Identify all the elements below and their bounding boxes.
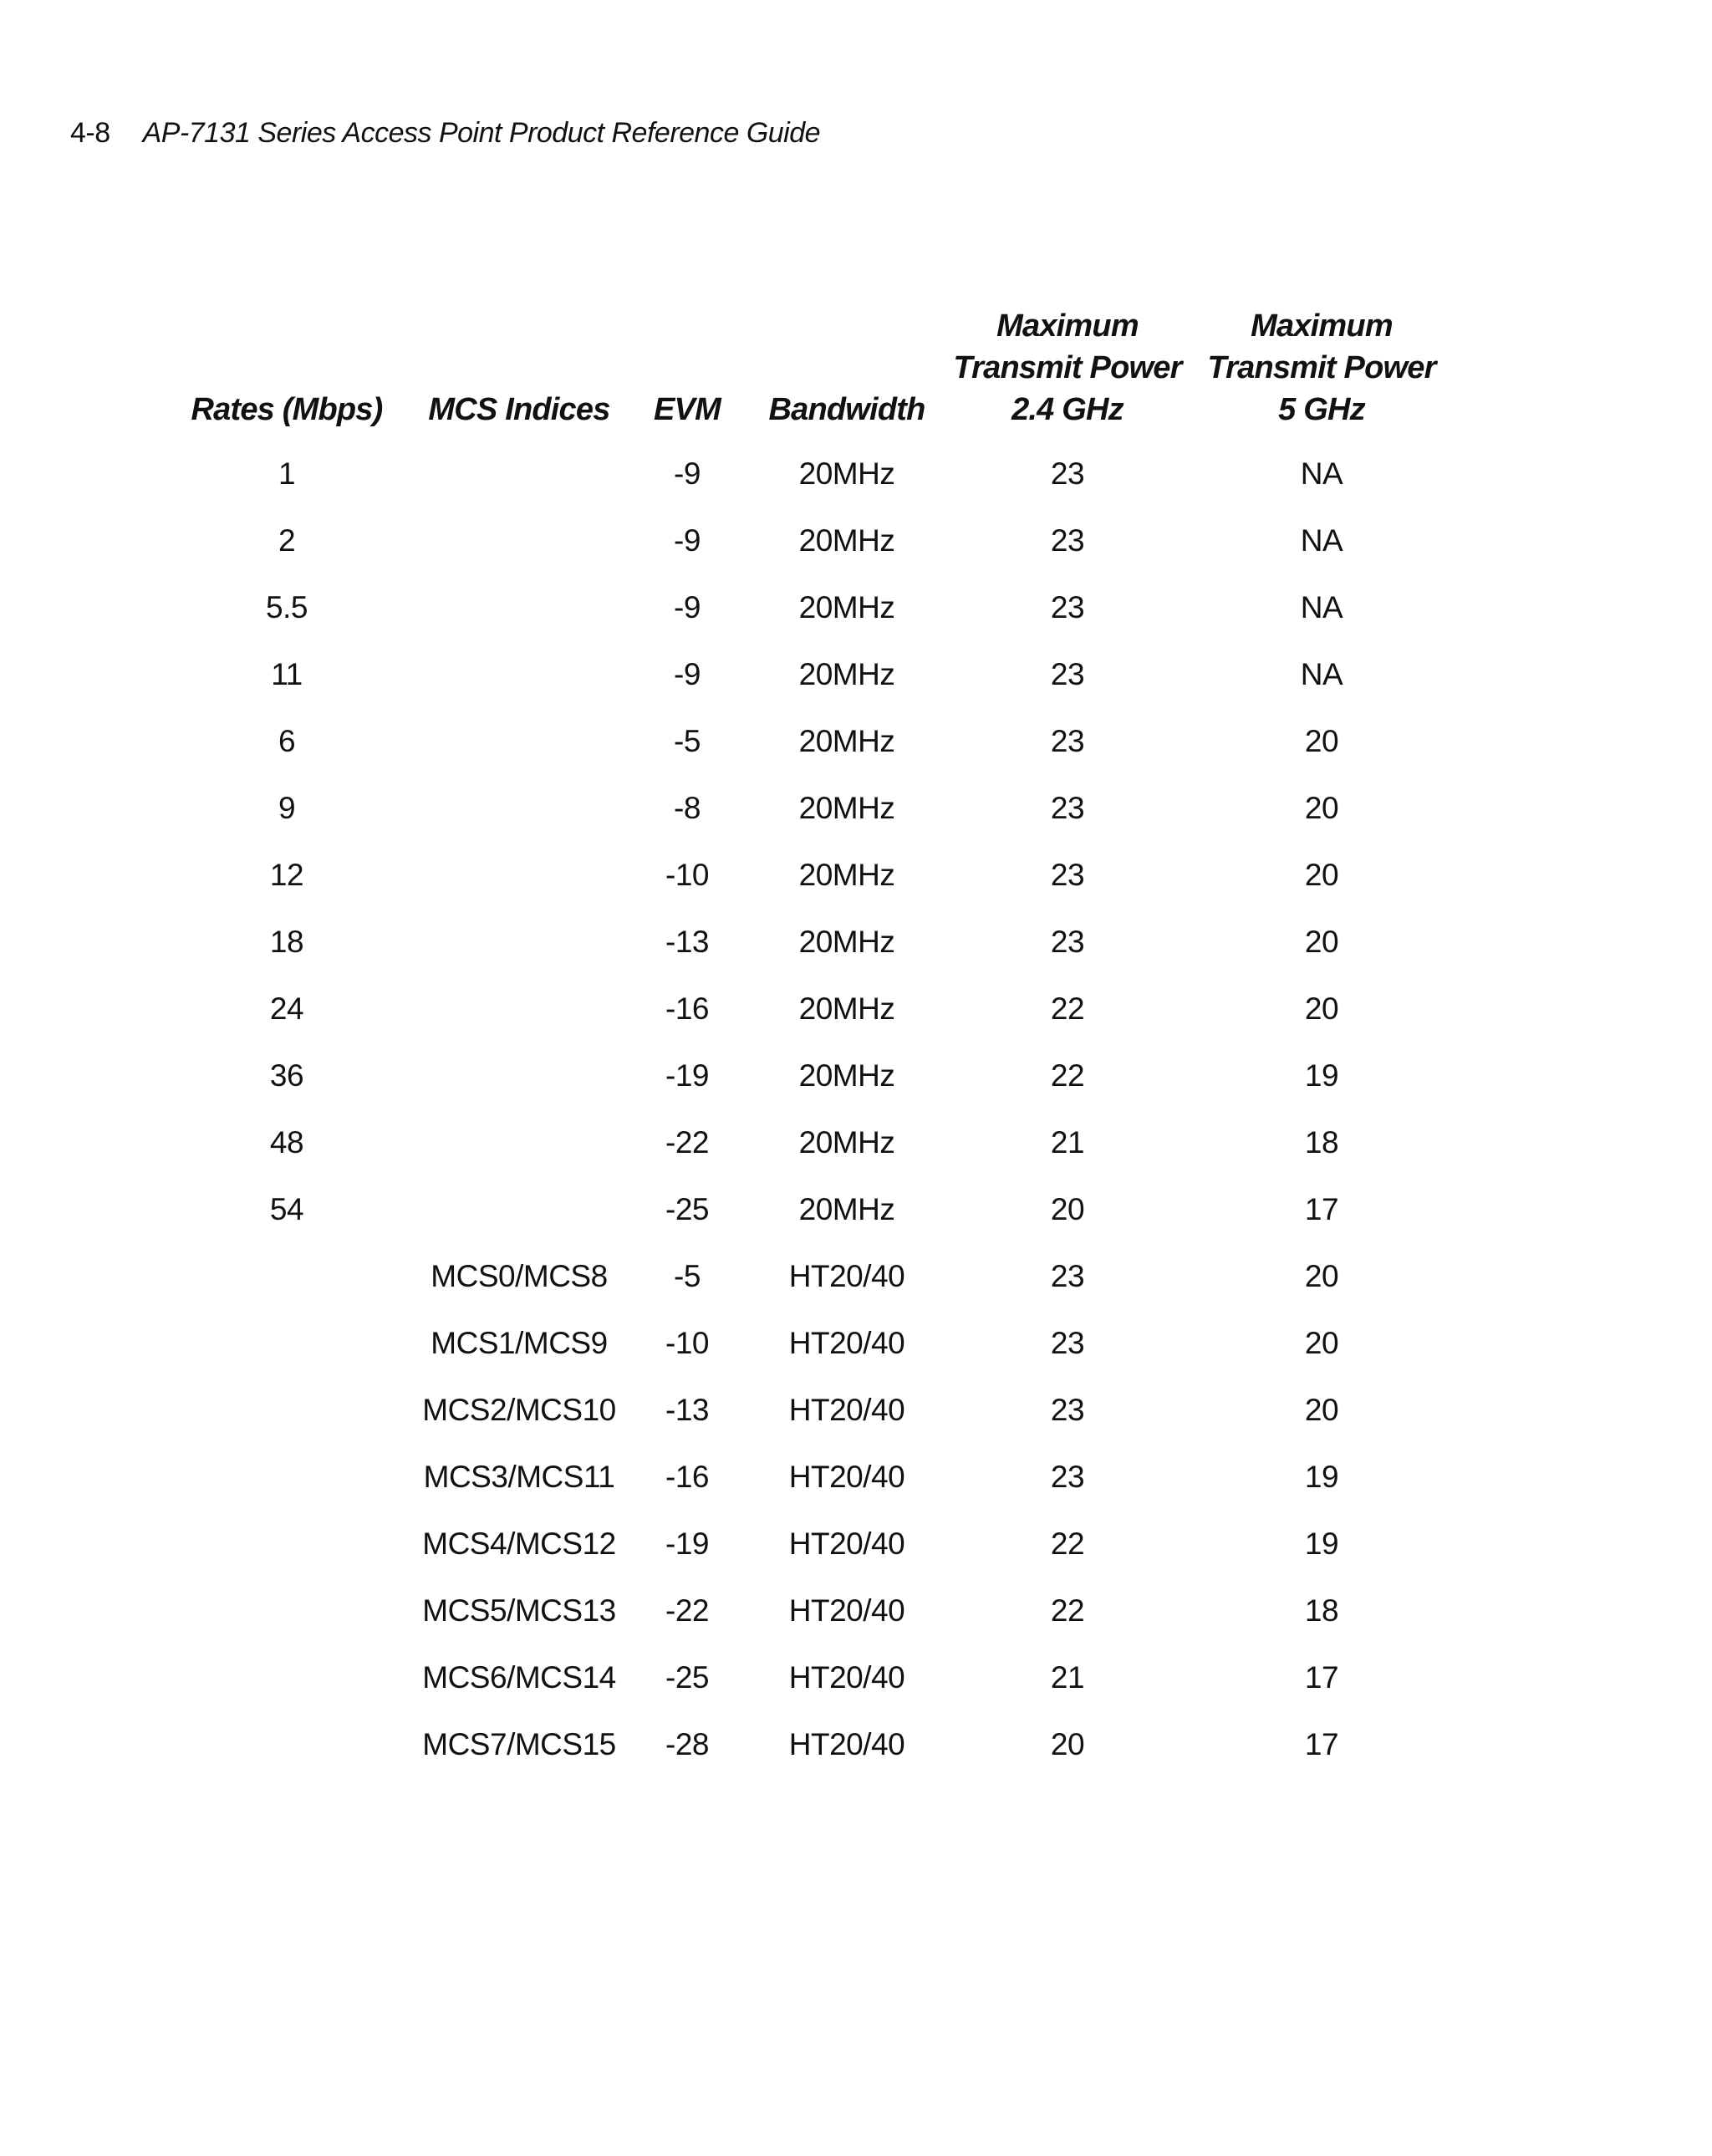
cell-power-5ghz: 20 bbox=[1304, 1393, 1339, 1427]
cell-bandwidth: 20MHz bbox=[798, 1125, 895, 1160]
cell-bandwidth: 20MHz bbox=[798, 657, 895, 691]
cell-evm: -25 bbox=[665, 1660, 709, 1695]
table-row bbox=[167, 1176, 1460, 1243]
cell-power-5ghz: 19 bbox=[1304, 1527, 1339, 1561]
cell-mcs: MCS3/MCS11 bbox=[423, 1460, 615, 1494]
cell-power-2-4ghz: 23 bbox=[1050, 1259, 1085, 1293]
table-row bbox=[167, 574, 1460, 641]
header-max-power-2-4ghz bbox=[951, 305, 1184, 441]
cell-rate: 2 bbox=[278, 523, 296, 558]
cell-evm: -19 bbox=[665, 1058, 709, 1093]
cell-power-2-4ghz: 20 bbox=[1050, 1727, 1085, 1761]
cell-mcs: MCS1/MCS9 bbox=[431, 1326, 608, 1360]
cell-mcs: MCS6/MCS14 bbox=[422, 1660, 616, 1695]
cell-power-5ghz: NA bbox=[1300, 523, 1343, 558]
cell-power-2-4ghz: 23 bbox=[1050, 724, 1085, 758]
cell-power-5ghz: NA bbox=[1300, 456, 1343, 491]
cell-power-5ghz: 20 bbox=[1304, 1259, 1339, 1293]
table-row bbox=[167, 708, 1460, 775]
cell-rate: 24 bbox=[269, 991, 304, 1026]
table-row bbox=[167, 1243, 1460, 1310]
cell-evm: -22 bbox=[665, 1593, 709, 1628]
header-mcs-indices: MCS Indices bbox=[428, 392, 610, 427]
cell-bandwidth: 20MHz bbox=[798, 1058, 895, 1093]
header-max-power-5ghz bbox=[1184, 305, 1460, 441]
cell-bandwidth: HT20/40 bbox=[788, 1326, 905, 1360]
cell-rate bbox=[167, 1711, 406, 1778]
cell-evm: -8 bbox=[674, 791, 701, 825]
cell-power-2-4ghz: 22 bbox=[1050, 1058, 1085, 1093]
cell-mcs bbox=[406, 909, 632, 976]
cell-power-2-4ghz: 23 bbox=[1050, 456, 1085, 491]
cell-mcs bbox=[406, 708, 632, 775]
cell-power-2-4ghz: 22 bbox=[1050, 1527, 1085, 1561]
page-number: 4-8 bbox=[70, 117, 110, 149]
cell-power-5ghz: 18 bbox=[1304, 1125, 1339, 1160]
cell-evm: -16 bbox=[665, 1460, 709, 1494]
cell-bandwidth: 20MHz bbox=[798, 1192, 895, 1226]
header-max-power-2-4ghz-line3: 2.4 GHz bbox=[1011, 392, 1124, 427]
cell-mcs bbox=[406, 1176, 632, 1243]
cell-rate: 1 bbox=[278, 456, 296, 491]
cell-power-5ghz: 20 bbox=[1304, 925, 1339, 959]
cell-rate bbox=[167, 1377, 406, 1444]
cell-bandwidth: HT20/40 bbox=[788, 1727, 905, 1761]
cell-power-5ghz: 17 bbox=[1304, 1660, 1339, 1695]
cell-power-2-4ghz: 23 bbox=[1050, 590, 1085, 624]
table-row bbox=[167, 842, 1460, 909]
cell-rate: 12 bbox=[269, 858, 304, 892]
cell-power-5ghz: NA bbox=[1300, 657, 1343, 691]
guide-title: AP-7131 Series Access Point Product Reference Guide bbox=[142, 117, 821, 149]
cell-rate: 9 bbox=[278, 791, 296, 825]
cell-power-2-4ghz: 23 bbox=[1050, 791, 1085, 825]
cell-power-5ghz: 18 bbox=[1304, 1593, 1339, 1628]
cell-bandwidth: 20MHz bbox=[798, 991, 895, 1026]
cell-power-5ghz: NA bbox=[1300, 590, 1343, 624]
cell-rate bbox=[167, 1511, 406, 1577]
cell-power-5ghz: 20 bbox=[1304, 858, 1339, 892]
header-rates: Rates (Mbps) bbox=[191, 392, 383, 427]
table-row bbox=[167, 976, 1460, 1042]
header-max-power-5ghz-line1: Maximum bbox=[1251, 308, 1393, 344]
cell-bandwidth: 20MHz bbox=[798, 858, 895, 892]
cell-power-2-4ghz: 22 bbox=[1050, 991, 1085, 1026]
table-row bbox=[167, 1644, 1460, 1711]
table-row bbox=[167, 1377, 1460, 1444]
cell-bandwidth: HT20/40 bbox=[788, 1660, 905, 1695]
table-row bbox=[167, 909, 1460, 976]
cell-rate: 11 bbox=[271, 657, 303, 691]
cell-evm: -5 bbox=[674, 724, 701, 758]
cell-rate bbox=[167, 1243, 406, 1310]
cell-power-2-4ghz: 23 bbox=[1050, 925, 1085, 959]
cell-power-5ghz: 20 bbox=[1304, 991, 1339, 1026]
table-row bbox=[167, 1444, 1460, 1511]
cell-bandwidth: 20MHz bbox=[798, 724, 895, 758]
cell-evm: -9 bbox=[674, 523, 701, 558]
cell-evm: -5 bbox=[674, 1259, 701, 1293]
cell-power-5ghz: 20 bbox=[1304, 724, 1339, 758]
cell-rate: 18 bbox=[269, 925, 304, 959]
cell-rate: 48 bbox=[269, 1125, 304, 1160]
cell-bandwidth: HT20/40 bbox=[788, 1393, 905, 1427]
cell-evm: -9 bbox=[674, 590, 701, 624]
cell-power-2-4ghz: 21 bbox=[1050, 1660, 1085, 1695]
table-row bbox=[167, 507, 1460, 574]
table-body bbox=[167, 441, 1460, 1778]
cell-power-2-4ghz: 23 bbox=[1050, 523, 1085, 558]
cell-power-5ghz: 17 bbox=[1304, 1192, 1339, 1226]
cell-mcs bbox=[406, 1042, 632, 1109]
cell-power-2-4ghz: 23 bbox=[1050, 1393, 1085, 1427]
cell-power-2-4ghz: 23 bbox=[1050, 858, 1085, 892]
cell-evm: -9 bbox=[674, 657, 701, 691]
cell-evm: -13 bbox=[665, 1393, 709, 1427]
cell-evm: -25 bbox=[665, 1192, 709, 1226]
cell-power-2-4ghz: 23 bbox=[1050, 1326, 1085, 1360]
cell-mcs bbox=[406, 507, 632, 574]
cell-mcs bbox=[406, 775, 632, 842]
cell-rate bbox=[167, 1577, 406, 1644]
cell-bandwidth: 20MHz bbox=[798, 523, 895, 558]
cell-mcs bbox=[406, 441, 632, 507]
cell-power-2-4ghz: 23 bbox=[1050, 657, 1085, 691]
header-bandwidth: Bandwidth bbox=[768, 392, 925, 427]
cell-power-2-4ghz: 21 bbox=[1050, 1125, 1085, 1160]
table-row bbox=[167, 641, 1460, 708]
cell-rate bbox=[167, 1644, 406, 1711]
table-row bbox=[167, 775, 1460, 842]
cell-evm: -28 bbox=[665, 1727, 709, 1761]
cell-mcs bbox=[406, 1109, 632, 1176]
cell-rate bbox=[167, 1444, 406, 1511]
cell-mcs: MCS7/MCS15 bbox=[422, 1727, 616, 1761]
running-header bbox=[70, 117, 820, 150]
cell-power-5ghz: 20 bbox=[1304, 1326, 1339, 1360]
table-row bbox=[167, 1577, 1460, 1644]
cell-rate: 54 bbox=[269, 1192, 304, 1226]
table-row bbox=[167, 1511, 1460, 1577]
table-row bbox=[167, 1310, 1460, 1377]
table-row bbox=[167, 441, 1460, 507]
transmit-power-table bbox=[167, 305, 1460, 1778]
cell-evm: -16 bbox=[665, 991, 709, 1026]
cell-rate: 36 bbox=[269, 1058, 304, 1093]
cell-mcs bbox=[406, 641, 632, 708]
table-header bbox=[167, 305, 1460, 441]
cell-rate: 6 bbox=[278, 724, 296, 758]
cell-power-2-4ghz: 22 bbox=[1050, 1593, 1085, 1628]
cell-mcs: MCS2/MCS10 bbox=[422, 1393, 616, 1427]
header-max-power-2-4ghz-line2: Transmit Power bbox=[953, 350, 1182, 385]
cell-evm: -10 bbox=[665, 1326, 709, 1360]
header-max-power-5ghz-line3: 5 GHz bbox=[1278, 392, 1365, 427]
cell-rate: 5.5 bbox=[266, 590, 308, 624]
cell-mcs bbox=[406, 574, 632, 641]
cell-evm: -10 bbox=[665, 858, 709, 892]
header-max-power-2-4ghz-line1: Maximum bbox=[996, 308, 1139, 344]
cell-bandwidth: HT20/40 bbox=[788, 1259, 905, 1293]
cell-rate bbox=[167, 1310, 406, 1377]
cell-mcs bbox=[406, 976, 632, 1042]
table-row bbox=[167, 1109, 1460, 1176]
cell-power-2-4ghz: 23 bbox=[1050, 1460, 1085, 1494]
table-row bbox=[167, 1711, 1460, 1778]
header-max-power-5ghz-line2: Transmit Power bbox=[1207, 350, 1436, 385]
cell-evm: -22 bbox=[665, 1125, 709, 1160]
table-row bbox=[167, 1042, 1460, 1109]
cell-power-5ghz: 20 bbox=[1304, 791, 1339, 825]
cell-power-5ghz: 19 bbox=[1304, 1460, 1339, 1494]
cell-mcs: MCS5/MCS13 bbox=[422, 1593, 616, 1628]
header-evm: EVM bbox=[654, 392, 721, 427]
cell-mcs: MCS0/MCS8 bbox=[431, 1259, 608, 1293]
cell-mcs: MCS4/MCS12 bbox=[422, 1527, 616, 1561]
cell-evm: -19 bbox=[665, 1527, 709, 1561]
cell-mcs bbox=[406, 842, 632, 909]
cell-bandwidth: 20MHz bbox=[798, 791, 895, 825]
cell-evm: -9 bbox=[674, 456, 701, 491]
cell-bandwidth: HT20/40 bbox=[788, 1593, 905, 1628]
cell-power-5ghz: 17 bbox=[1304, 1727, 1339, 1761]
cell-bandwidth: 20MHz bbox=[798, 925, 895, 959]
cell-power-2-4ghz: 20 bbox=[1050, 1192, 1085, 1226]
cell-power-5ghz: 19 bbox=[1304, 1058, 1339, 1093]
cell-evm: -13 bbox=[665, 925, 709, 959]
cell-bandwidth: HT20/40 bbox=[788, 1460, 905, 1494]
cell-bandwidth: 20MHz bbox=[798, 456, 895, 491]
header-row bbox=[167, 305, 1460, 441]
cell-bandwidth: 20MHz bbox=[798, 590, 895, 624]
cell-bandwidth: HT20/40 bbox=[788, 1527, 905, 1561]
